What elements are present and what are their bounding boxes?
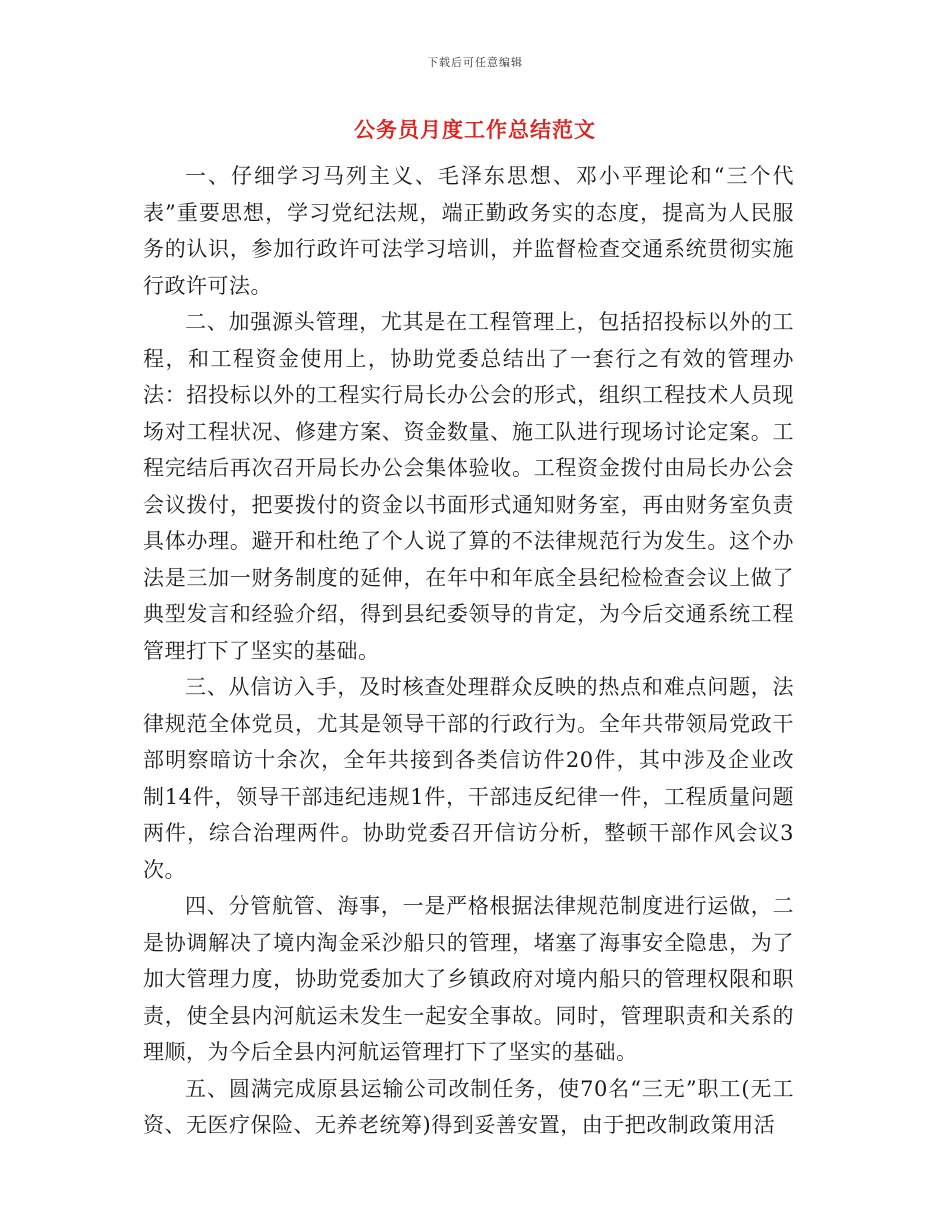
paragraph-1: 一、仔细学习马列主义、毛泽东思想、邓小平理论和“三个代表”重要思想，学习党纪法规，端正勤政务实的态度，提高为人民服务的认识，参加行政许可法学习培训，并监督检查交通系统贯彻实施行政许可法。 [143,164,794,298]
header-note: 下载后可任意编辑 [427,56,523,69]
paragraph-5: 五、圆满完成原县运输公司改制任务，使70名“三无”职工(无工资、无医疗保险、无养老统筹)得到妥善安置，由于把改制政策用活 [143,1076,794,1137]
document-body [143,158,794,1144]
paragraph-4: 四、分管航管、海事，一是严格根据法律规范制度进行运做，二是协调解决了境内淘金采沙船只的管理，堵塞了海事安全隐患，为了加大管理力度，协助党委加大了乡镇政府对境内船只的管理权限和职责，使全县内河航运未发生一起安全事故。同时，管理职责和关系的理顺，为今后全县内河航运管理打下了坚实的基础。 [143,894,794,1064]
document-title: 公务员月度工作总结范文 [354,117,596,142]
paragraph-3: 三、从信访入手，及时核查处理群众反映的热点和难点问题，法律规范全体党员，尤其是领导干部的行政行为。全年共带领局党政干部明察暗访十余次，全年共接到各类信访件20件，其中涉及企业改制14件，领导干部违纪违规1件，干部违反纪律一件，工程质量问题两件，综合治理两件。协助党委召开信访分析，整顿干部作风会议3次。 [143,675,794,882]
paragraph-2: 二、加强源头管理，尤其是在工程管理上，包括招投标以外的工程，和工程资金使用上，协助党委总结出了一套行之有效的管理办法：招投标以外的工程实行局长办公会的形式，组织工程技术人员现场对工程状况、修建方案、资金数量、施工队进行现场讨论定案。工程完结后再次召开局长办公会集体验收。工程资金拨付由局长办公会会议拨付，把要拨付的资金以书面形式通知财务室，再由财务室负责具体办理。避开和杜绝了个人说了算的不法律规范行为发生。这个办法是三加一财务制度的延伸，在年中和年底全县纪检检查会议上做了典型发言和经验介绍，得到县纪委领导的肯定，为今后交通系统工程管理打下了坚实的基础。 [143,310,794,663]
